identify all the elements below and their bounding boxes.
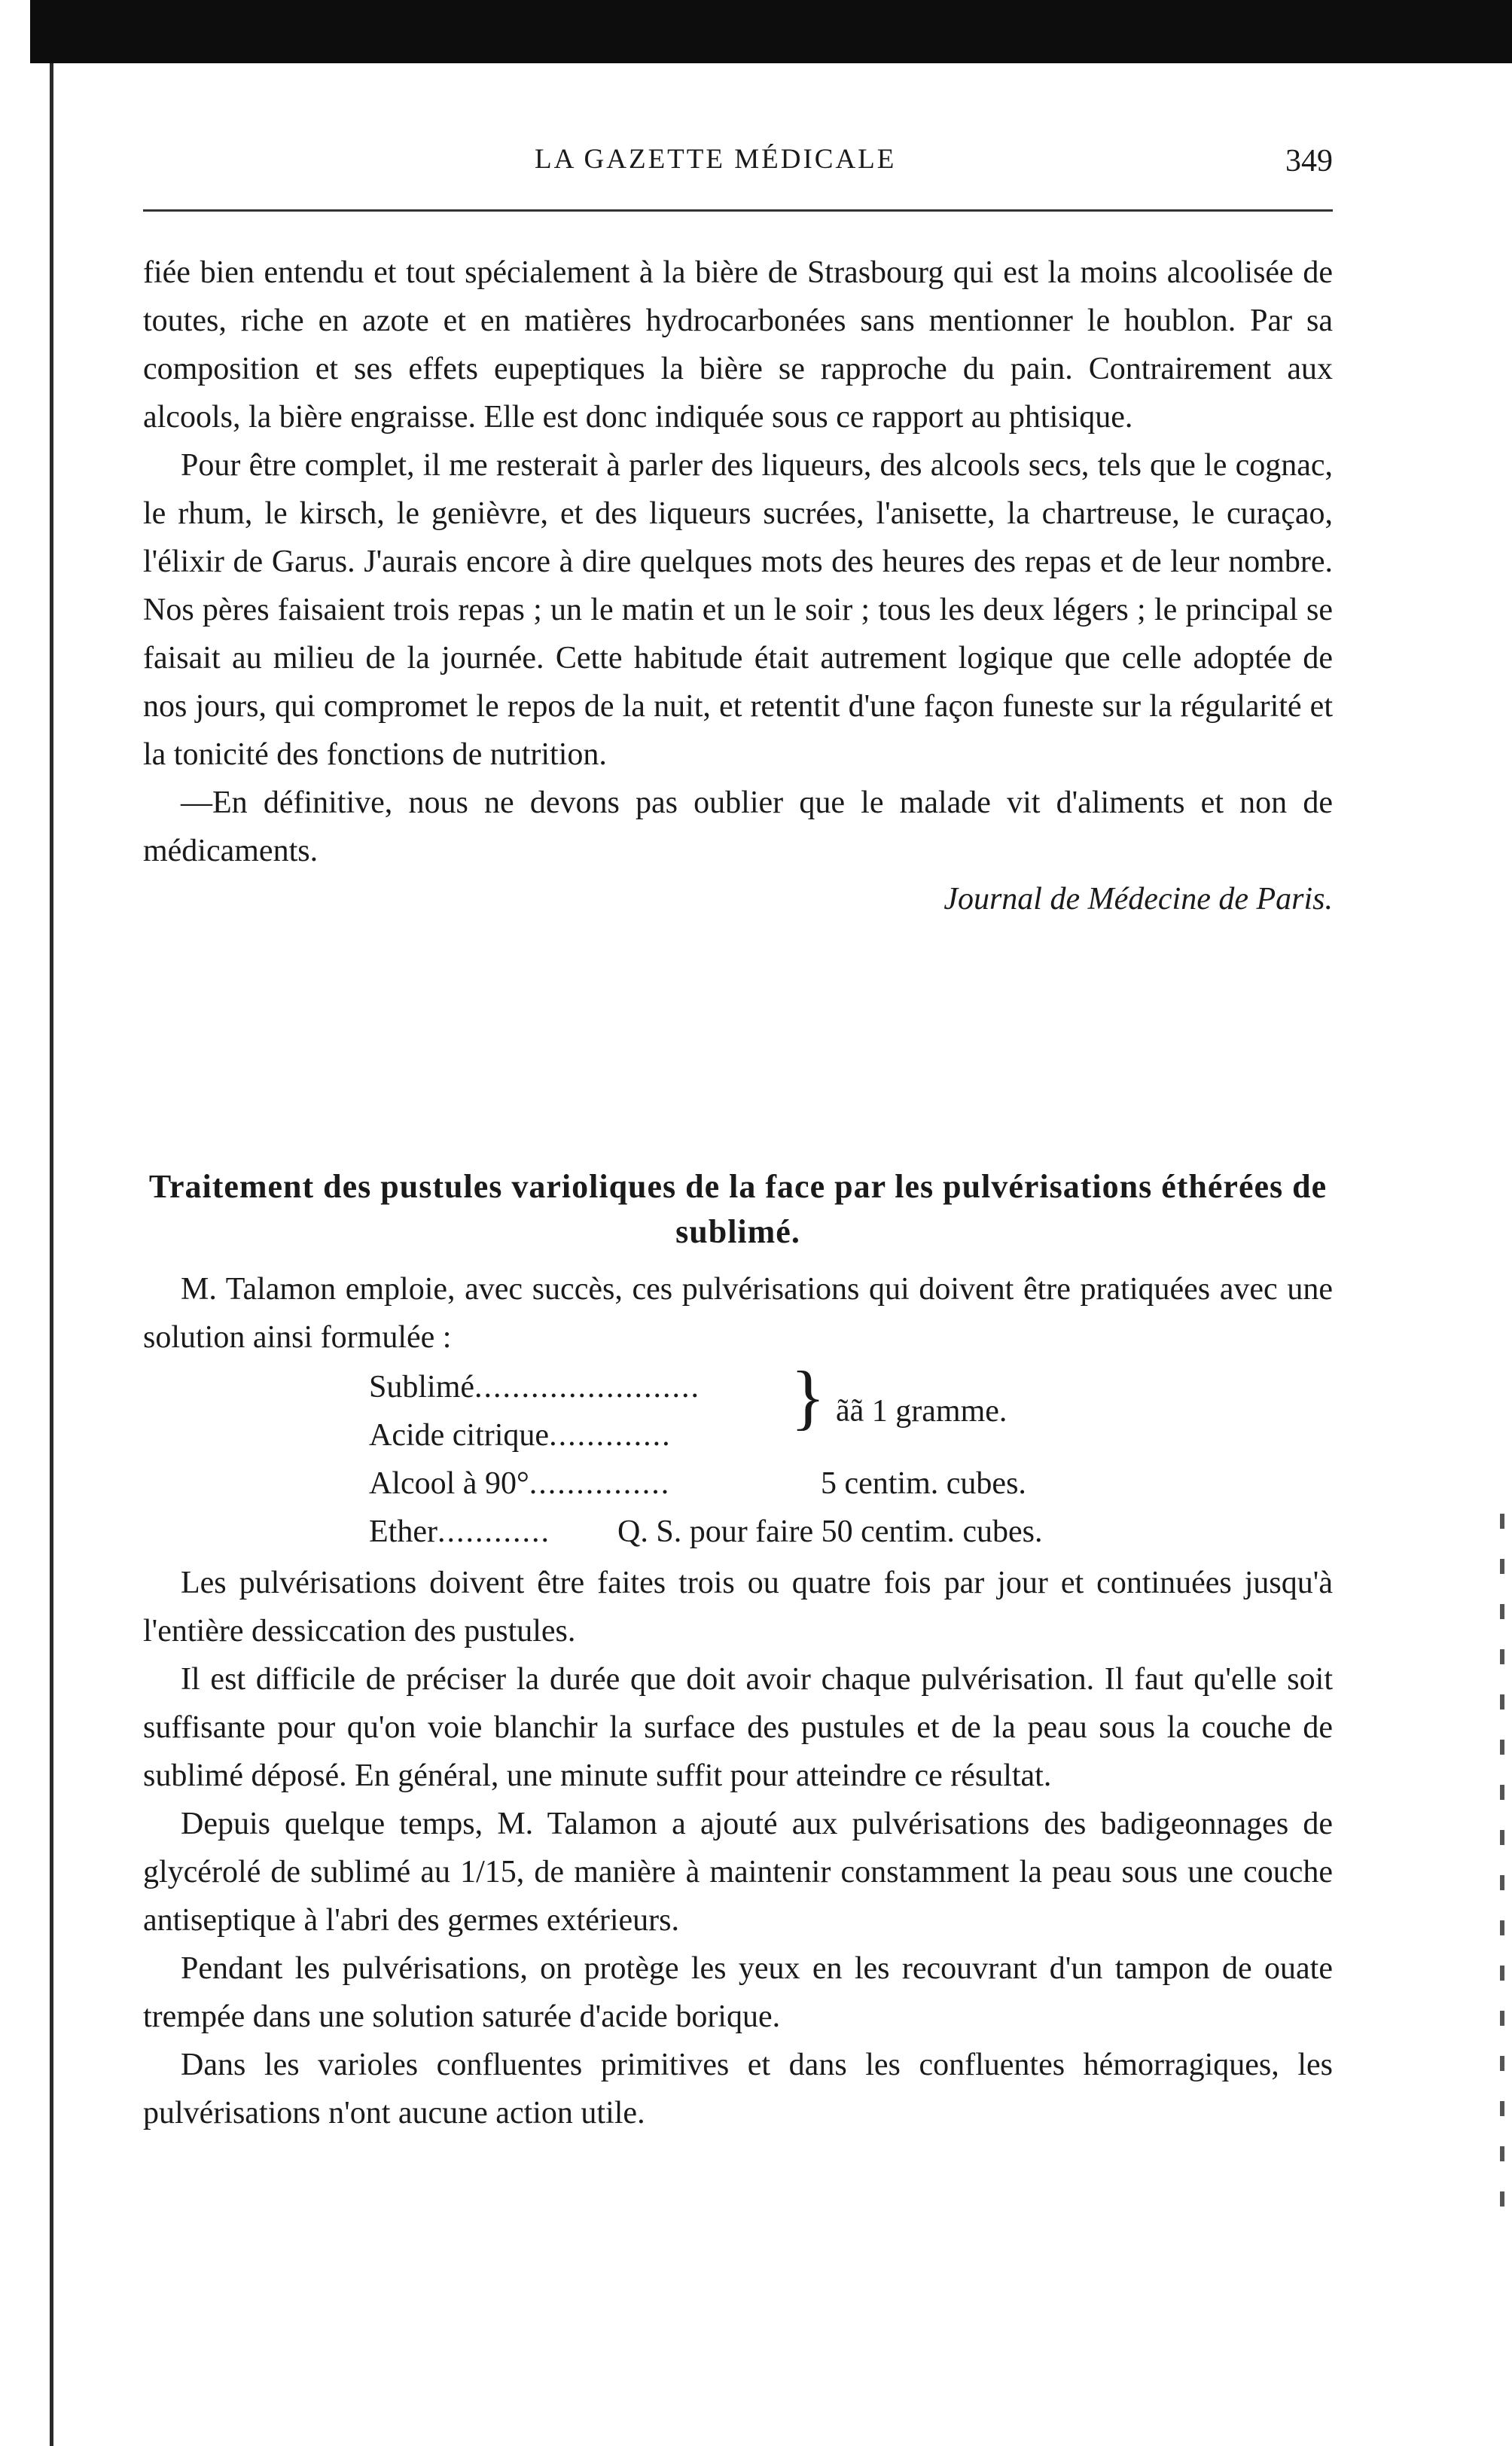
article-1-body [143,249,1333,923]
paragraph: Depuis quelque temps, M. Talamon a ajouté aux pulvérisations des badigeonnages de glycérolé de sublimé au 1/15, de manière à maintenir constamment la peau sous une couche antiseptique à l'abri des germes extérieurs. [143,1807,1333,1938]
scan-edge-marks [1500,1514,1504,2229]
paragraph: Les pulvérisations doivent être faites trois ou quatre fois par jour et continuées jusqu'à l'entière dessiccation des pustules. [143,1566,1333,1648]
formula-row [369,1508,1122,1556]
running-title: LA GAZETTE MÉDICALE [535,144,897,175]
formula-quantity: 5 centim. cubes. [821,1466,1026,1501]
formula-row [369,1459,1122,1508]
formula-ingredient: Sublimé........................ [369,1370,701,1404]
page-header [143,143,1333,181]
formula-ingredient: Acide citrique............. [369,1418,672,1453]
formula-quantity: ãã 1 gramme. [836,1394,1007,1429]
page-number: 349 [1285,144,1333,178]
prescription-formula [369,1356,1122,1556]
paragraph: Dans les varioles confluentes primitives et dans les confluentes hémorragiques, les pulvérisations n'ont aucune action utile. [143,2048,1333,2130]
paragraph: M. Talamon emploie, avec succès, ces pulvérisations qui doivent être pratiquées avec une solution ainsi formulée : [143,1272,1333,1355]
paragraph: fiée bien entendu et tout spécialement à la bière de Strasbourg qui est la moins alcoolisée de toutes, riche en azote et en matières hydrocarbonées sans mentionner le houblon. Par sa composition et ses effets eupeptiques la bière se rapproche du pain. Contrairement aux alcools, la bière engraisse. Elle est donc indiquée sous ce rapport au phtisique. [143,255,1333,435]
article-2-body [143,1559,1333,2137]
scan-left-edge [50,63,53,2446]
formula-ingredient: Alcool à 90°............... [369,1466,671,1501]
paragraph: —En définitive, nous ne devons pas oublier que le malade vit d'aliments et non de médicaments. [143,785,1333,868]
formula-row [369,1411,1122,1459]
paragraph: Pour être complet, il me resterait à parler des liqueurs, des alcools secs, tels que le cognac, le rhum, le kirsch, le genièvre, et des liqueurs sucrées, l'anisette, la chartreuse, le curaçao, l'élixir de Garus. J'aurais encore à dire quelques mots des heures des repas et de leur nombre. Nos pères faisaient trois repas ; un le matin et un le soir ; tous les deux légers ; le principal se faisait au milieu de la journée. Cette habitude était autrement logique que celle adoptée de nos jours, qui compromet le repos de la nuit, et retentit d'une façon funeste sur la régularité et la tonicité des fonctions de nutrition. [143,448,1333,772]
source-citation: Journal de Médecine de Paris. [943,882,1333,916]
paragraph: Pendant les pulvérisations, on protège les yeux en les recouvrant d'un tampon de ouate trempée dans une solution saturée d'acide borique. [143,1951,1333,2034]
header-rule [143,209,1333,212]
scan-top-border [30,0,1512,63]
formula-quantity: Q. S. pour faire 50 centim. cubes. [617,1514,1043,1549]
article-2-intro [143,1265,1333,1362]
paragraph: Il est difficile de préciser la durée que doit avoir chaque pulvérisation. Il faut qu'elle soit suffisante pour qu'on voie blanchir la surface des pustules et de la peau sous la couche de sublimé déposé. En général, une minute suffit pour atteindre ce résultat. [143,1662,1333,1793]
article-2-title: Traitement des pustules varioliques de la face par les pulvérisations éthérées de sublimé. [148,1168,1328,1250]
formula-ingredient: Ether............ [369,1514,550,1549]
brace: } [791,1356,826,1437]
formula-row [369,1363,1122,1411]
